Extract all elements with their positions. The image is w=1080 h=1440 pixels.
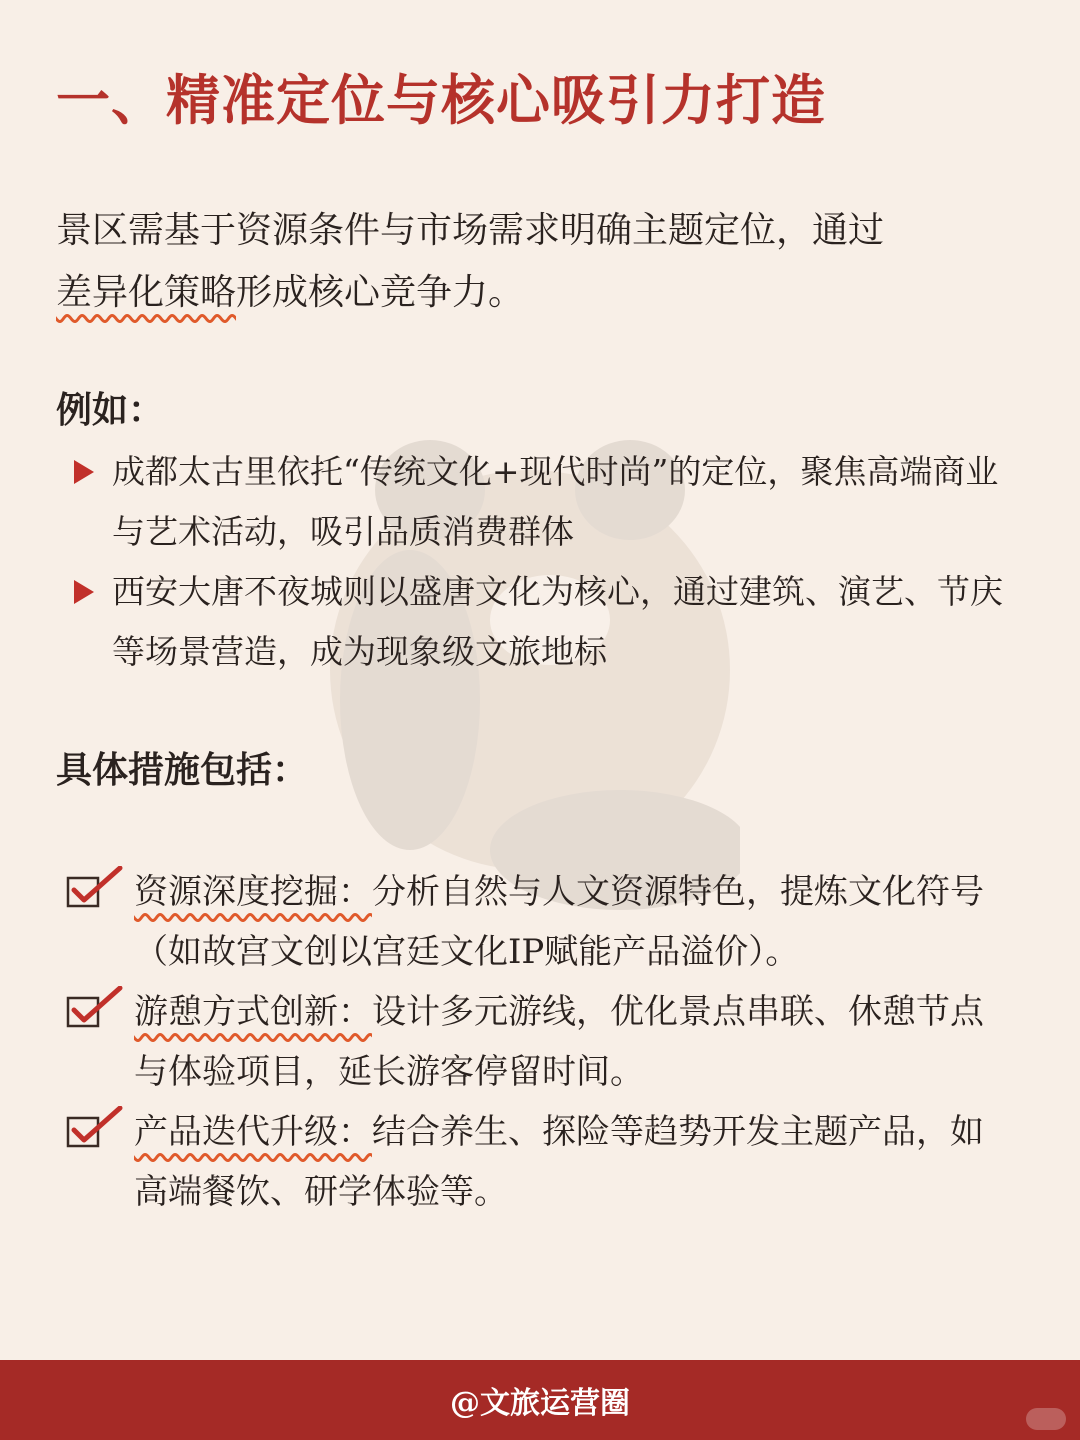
example-text: 西安大唐不夜城则以盛唐文化为核心，通过建筑、演艺、节庆等场景营造，成为现象级文旅地标 (112, 572, 1003, 671)
triangle-bullet-icon (74, 580, 94, 604)
measure-head: 产品迭代升级： (134, 1112, 372, 1152)
measure-head: 游憩方式创新： (134, 992, 372, 1032)
intro-highlight: 差异化策略 (56, 272, 237, 313)
examples-label: 例如： (56, 389, 165, 431)
triangle-bullet-icon (74, 460, 94, 484)
measure-text: 结合养生、探险等趋势开发主题产品，如高端餐饮、研学体验等。 (134, 1112, 984, 1212)
intro-text-before: 景区需基于资源条件与市场需求明确主题定位，通过 (56, 210, 885, 251)
measure-head: 资源深度挖掘： (134, 872, 372, 912)
example-item (56, 442, 1016, 562)
footer-handle: @文旅运营圈 (450, 1386, 630, 1421)
footer-bar (0, 1360, 1080, 1440)
checkbox-check-icon (66, 866, 124, 910)
measure-item (56, 862, 1016, 982)
examples-list (56, 442, 1016, 682)
checkbox-check-icon (66, 1106, 124, 1150)
measures-label: 具体措施包括： (56, 749, 309, 791)
example-text: 成都太古里依托“传统文化+现代时尚”的定位，聚焦高端商业与艺术活动，吸引品质消费群体 (112, 452, 999, 551)
measure-text: 分析自然与人文资源特色，提炼文化符号（如故宫文创以宫廷文化IP赋能产品溢价）。 (134, 872, 984, 972)
example-item (56, 562, 1016, 682)
measures-list (56, 862, 1016, 1222)
checkbox-check-icon (66, 986, 124, 1030)
measure-text: 设计多元游线，优化景点串联、休憩节点与体验项目，延长游客停留时间。 (134, 992, 984, 1092)
intro-text-after: 形成核心竞争力。 (236, 272, 525, 313)
page-title: 一、精准定位与核心吸引力打造 (56, 68, 826, 132)
intro-paragraph (56, 200, 1016, 324)
platform-badge (1026, 1408, 1066, 1430)
measure-item (56, 982, 1016, 1102)
measure-item (56, 1102, 1016, 1222)
